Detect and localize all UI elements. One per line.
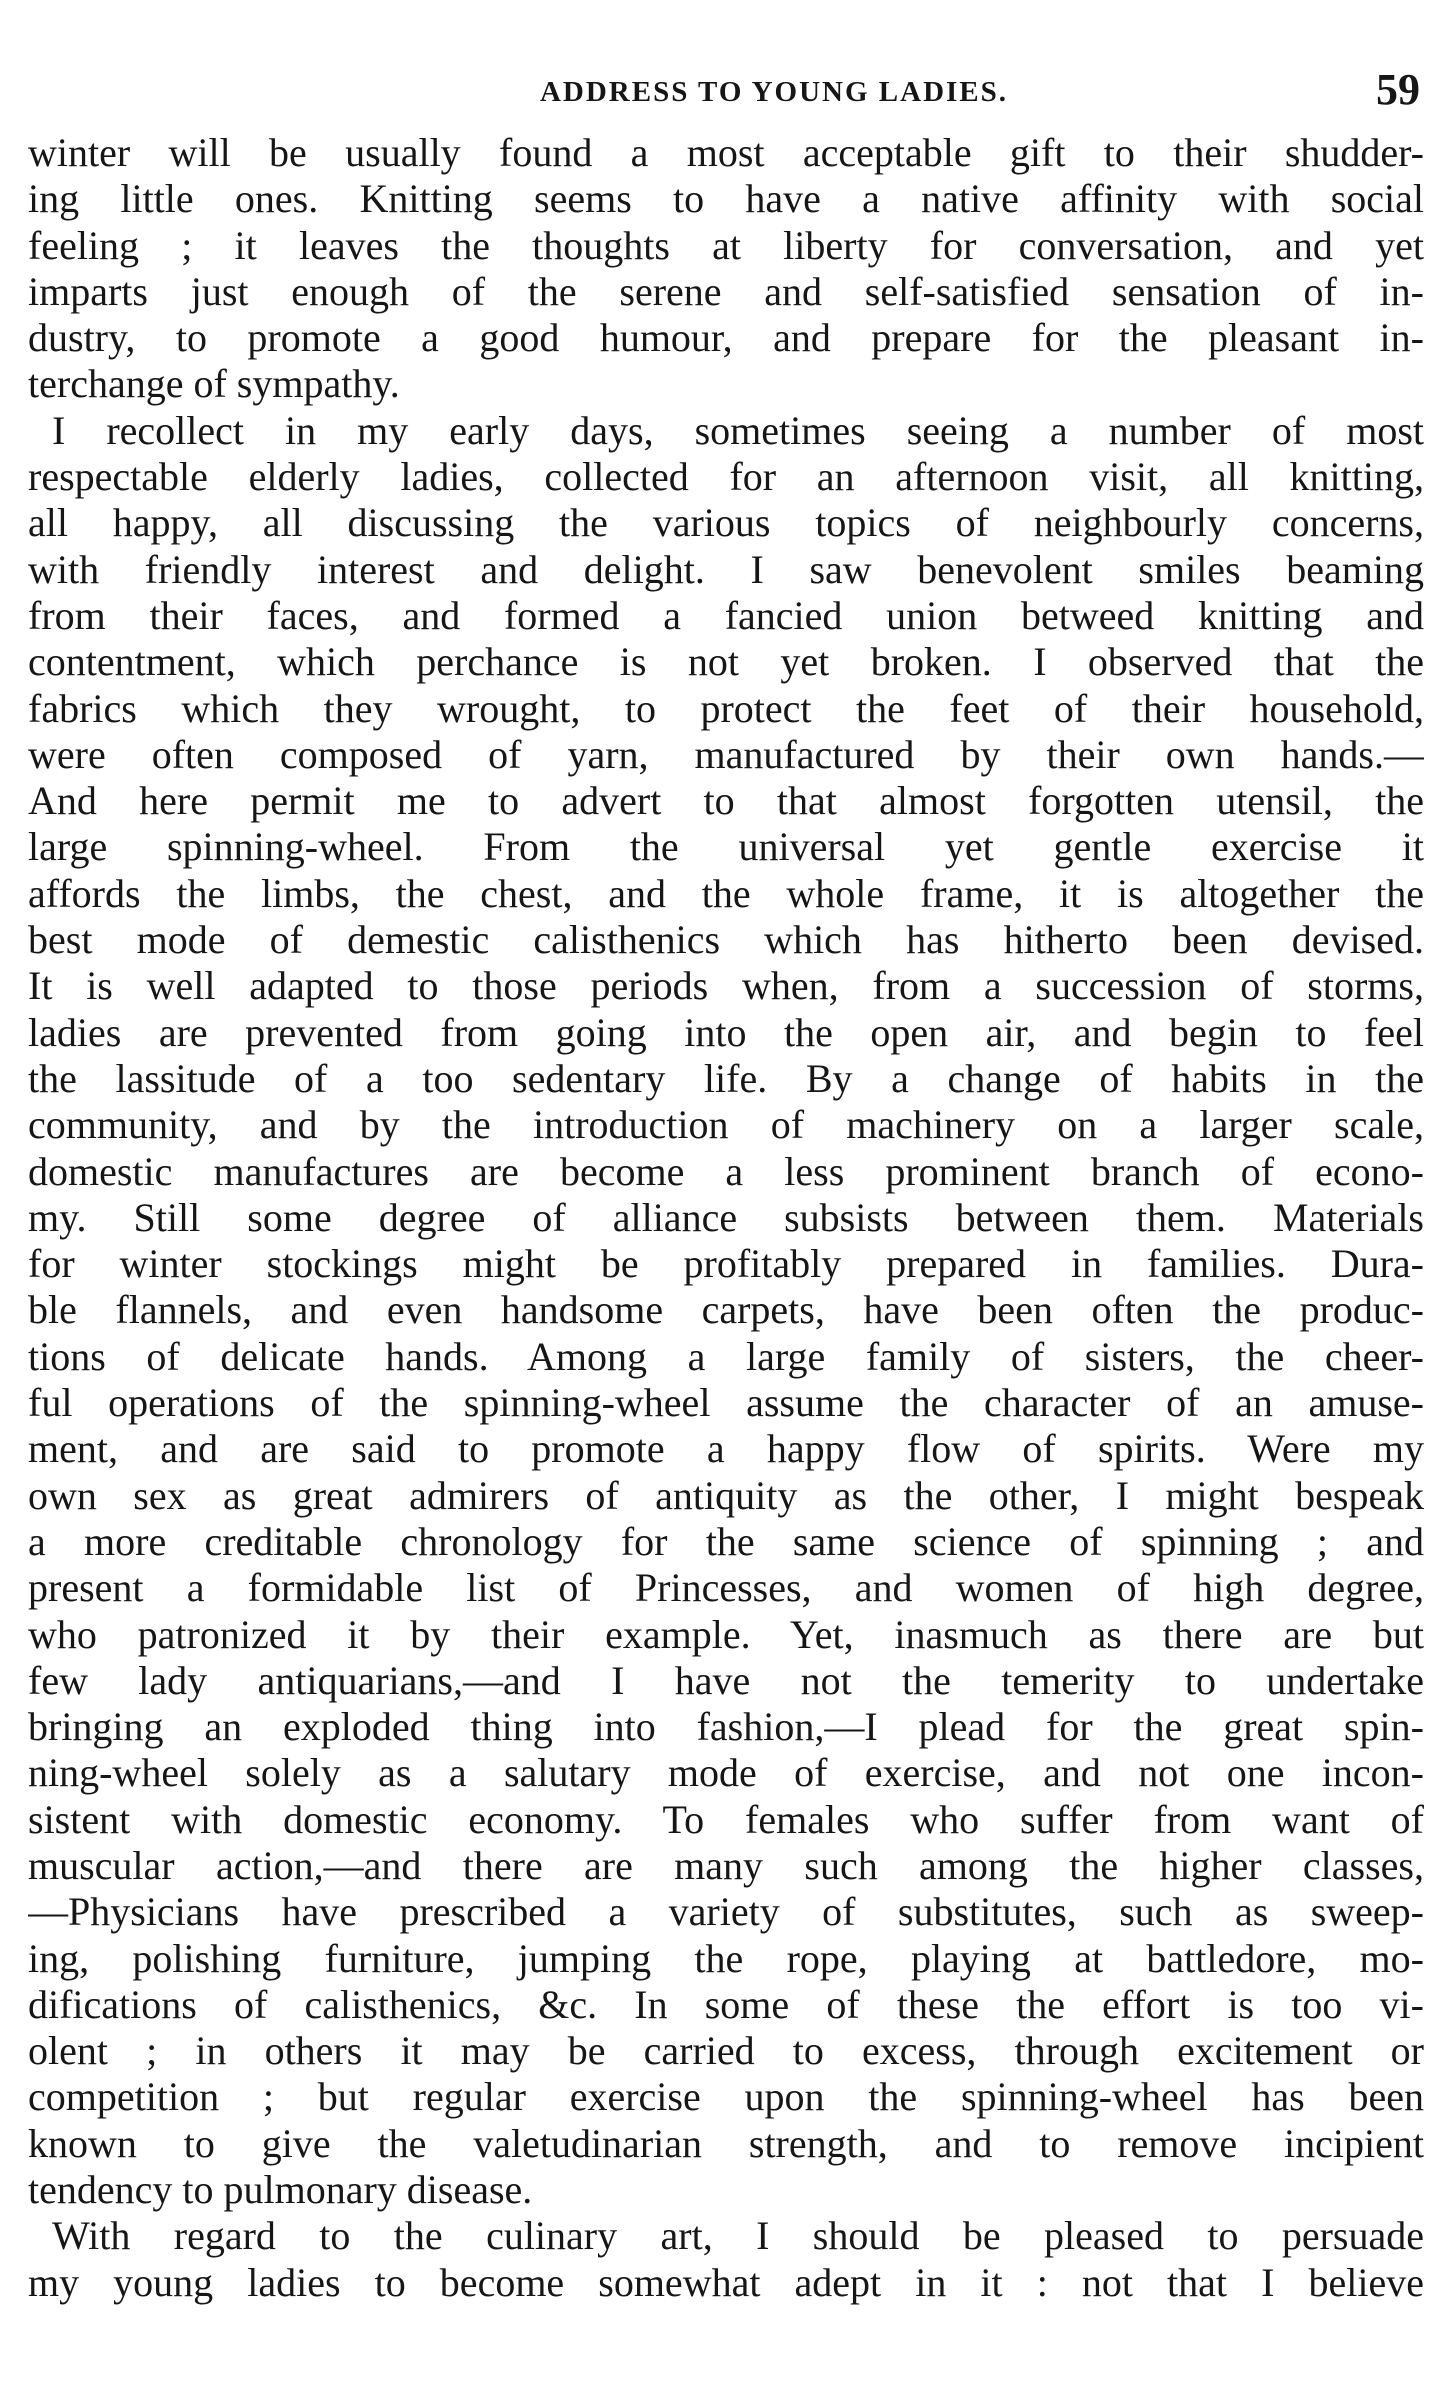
text-line: all happy, all discussing the various topics of neighbourly concerns, — [28, 500, 1424, 546]
text-line: terchange of sympathy. — [28, 361, 400, 407]
text-line: olent ; in others it may be carried to excess, through excitement or — [28, 2028, 1424, 2074]
running-head — [28, 48, 1424, 122]
text-line: my. Still some degree of alliance subsists between them. Materials — [28, 1194, 1424, 1240]
text-line: ing little ones. Knitting seems to have a native affinity with social — [28, 176, 1424, 222]
text-line: fabrics which they wrought, to protect the feet of their household, — [28, 685, 1424, 731]
text-line: who patronized it by their example. Yet, inasmuch as there are but — [28, 1611, 1424, 1657]
text-line: ment, and are said to promote a happy flow of spirits. Were my — [28, 1426, 1424, 1472]
text-line: ning-wheel solely as a salutary mode of exercise, and not one incon- — [28, 1750, 1424, 1796]
page-number: 59 — [1376, 65, 1420, 114]
text-line: contentment, which perchance is not yet broken. I observed that the — [28, 639, 1424, 685]
text-line: I recollect in my early days, sometimes seeing a number of most — [52, 407, 1424, 453]
text-line: bringing an exploded thing into fashion,—I plead for the great spin- — [28, 1704, 1424, 1750]
text-line: winter will be usually found a most acceptable gift to their shudder- — [28, 130, 1424, 175]
text-line: known to give the valetudinarian strength, and to remove incipient — [28, 2120, 1424, 2166]
text-line: tendency to pulmonary disease. — [28, 2167, 533, 2213]
text-line: my young ladies to become somewhat adept in it : not that I believe — [28, 2259, 1424, 2305]
paragraph — [28, 408, 1424, 2214]
running-title: ADDRESS TO YOUNG LADIES. — [539, 76, 1009, 108]
text-line: large spinning-wheel. From the universal yet gentle exercise it — [28, 824, 1424, 870]
text-line: ing, polishing furniture, jumping the rope, playing at battledore, mo- — [28, 1935, 1424, 1981]
text-line: were often composed of yarn, manufactured by their own hands.— — [28, 731, 1424, 777]
text-line: tions of delicate hands. Among a large family of sisters, the cheer- — [28, 1333, 1424, 1379]
text-line: ful operations of the spinning-wheel assume the character of an amuse- — [28, 1380, 1424, 1426]
text-line: And here permit me to advert to that almost forgotten utensil, the — [28, 778, 1424, 824]
text-line: —Physicians have prescribed a variety of substitutes, such as sweep- — [28, 1889, 1424, 1935]
paragraph — [28, 2213, 1424, 2306]
paragraph — [28, 130, 1424, 408]
text-line: imparts just enough of the serene and self-satisfied sensation of in- — [28, 268, 1424, 314]
text-line: own sex as great admirers of antiquity as the other, I might bespeak — [28, 1472, 1424, 1518]
text-line: a more creditable chronology for the same science of spinning ; and — [28, 1518, 1424, 1564]
text-line: community, and by the introduction of machinery on a larger scale, — [28, 1102, 1424, 1148]
text-line: difications of calisthenics, &c. In some of these the effort is too vi- — [28, 1981, 1424, 2027]
text-line: for winter stockings might be profitably prepared in families. Dura- — [28, 1241, 1424, 1287]
text-line: ble flannels, and even handsome carpets, have been often the produc- — [28, 1287, 1424, 1333]
text-line: respectable elderly ladies, collected for an afternoon visit, all knitting, — [28, 454, 1424, 500]
text-line: with friendly interest and delight. I saw benevolent smiles beaming — [28, 546, 1424, 592]
text-line: With regard to the culinary art, I should be pleased to persuade — [52, 2213, 1424, 2259]
text-line: muscular action,—and there are many such among the higher classes, — [28, 1842, 1424, 1888]
text-line: best mode of demestic calisthenics which has hitherto been devised. — [28, 917, 1424, 963]
text-line: the lassitude of a too sedentary life. By a change of habits in the — [28, 1055, 1424, 1101]
text-line: domestic manufactures are become a less prominent branch of econo- — [28, 1148, 1424, 1194]
text-line: ladies are prevented from going into the open air, and begin to feel — [28, 1009, 1424, 1055]
text-line: sistent with domestic economy. To females who suffer from want of — [28, 1796, 1424, 1842]
book-page — [28, 48, 1424, 2378]
text-line: affords the limbs, the chest, and the whole frame, it is altogether the — [28, 870, 1424, 916]
text-line: few lady antiquarians,—and I have not the temerity to undertake — [28, 1657, 1424, 1703]
text-line: feeling ; it leaves the thoughts at liberty for conversation, and yet — [28, 222, 1424, 268]
body-text — [28, 130, 1424, 2306]
text-line: present a formidable list of Princesses, and women of high degree, — [28, 1565, 1424, 1611]
text-line: dustry, to promote a good humour, and prepare for the pleasant in- — [28, 315, 1424, 361]
text-line: It is well adapted to those periods when, from a succession of storms, — [28, 963, 1424, 1009]
text-line: competition ; but regular exercise upon the spinning-wheel has been — [28, 2074, 1424, 2120]
text-line: from their faces, and formed a fancied union betweed knitting and — [28, 592, 1424, 638]
